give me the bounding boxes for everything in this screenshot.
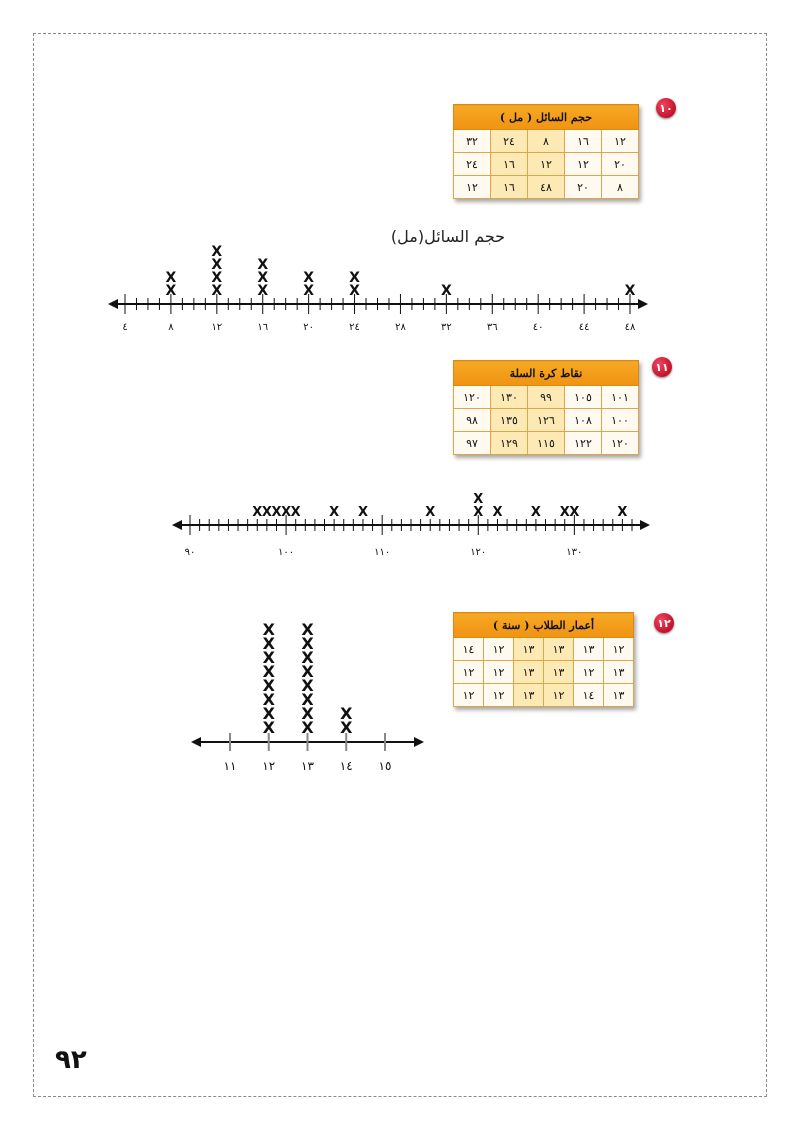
data-x-mark: X — [349, 283, 360, 299]
table-cell: ١٣ — [544, 638, 574, 661]
table-cell: ١٢ — [454, 176, 491, 199]
axis-arrow-right — [640, 520, 650, 530]
table-cell: ١٢٠ — [602, 432, 639, 455]
table-cell: ١٣٠ — [491, 386, 528, 409]
line-plot-2 — [191, 620, 424, 773]
data-x-mark: X — [290, 505, 301, 520]
table-cell: ١١٥ — [528, 432, 565, 455]
table-cell: ١٢٦ — [528, 409, 565, 432]
table-row — [454, 684, 634, 707]
axis-arrow-left — [191, 737, 201, 747]
axis-tick-label: ٤ — [122, 322, 128, 333]
table-cell: ١٢ — [484, 684, 514, 707]
data-x-mark: X — [340, 704, 353, 723]
data-x-mark: X — [257, 270, 269, 286]
axis-tick-label: ١٠٠ — [278, 547, 295, 558]
data-x-mark: X — [301, 704, 314, 723]
table-cell: ١٢ — [484, 661, 514, 684]
table-cell: ٣٢ — [454, 130, 491, 153]
table-cell: ١٤ — [574, 684, 604, 707]
data-x-mark: X — [617, 505, 628, 520]
data-x-mark: X — [211, 270, 223, 286]
axis-tick-label: ٨ — [168, 322, 174, 333]
axis-tick-label: ٣٢ — [440, 322, 452, 333]
table-cell: ١٣ — [604, 684, 634, 707]
axis-tick-label: ١٥ — [378, 759, 392, 773]
axis-tick-label: ٩٠ — [184, 547, 196, 558]
axis-tick-label: ١٤ — [339, 759, 353, 773]
data-x-mark: X — [301, 648, 314, 667]
line-plot-1 — [172, 492, 650, 558]
data-x-mark: X — [262, 634, 275, 653]
table-header: أعمار الطلاب ( سنة ) — [454, 613, 634, 638]
data-x-mark: X — [340, 718, 353, 737]
data-x-mark: X — [211, 244, 223, 260]
data-x-mark: X — [301, 662, 314, 681]
page-number: ٩٢ — [55, 1045, 87, 1075]
axis-tick-label: ١٢ — [211, 322, 223, 333]
data-x-mark: X — [473, 492, 484, 507]
data-x-mark: X — [349, 270, 360, 286]
data-x-mark: X — [252, 505, 263, 520]
data-x-mark: X — [559, 505, 570, 520]
data-x-mark: X — [262, 718, 275, 737]
data-x-mark: X — [425, 505, 436, 520]
axis-tick-label: ٤٨ — [624, 322, 636, 333]
axis-tick-label: ٤٠ — [532, 322, 544, 333]
table-cell: ١٢ — [574, 661, 604, 684]
table-header: نقاط كرة السلة — [454, 361, 639, 386]
table-cell: ٨ — [602, 176, 639, 199]
axis-tick-label: ٤٤ — [578, 322, 590, 333]
table-cell: ١٦ — [491, 176, 528, 199]
data-x-mark: X — [492, 505, 503, 520]
table-cell: ١٣٥ — [491, 409, 528, 432]
table-cell: ١٢ — [528, 153, 565, 176]
table-cell: ١٣ — [514, 684, 544, 707]
data-x-mark: X — [165, 270, 177, 286]
problem-10-badge: ١٠ — [656, 98, 676, 118]
data-x-mark: X — [262, 620, 275, 639]
table-cell: ٩٩ — [528, 386, 565, 409]
axis-tick-label: ١١٠ — [374, 547, 391, 558]
plot-title: حجم السائل(مل) — [390, 227, 506, 246]
table-cell: ٩٨ — [454, 409, 491, 432]
table-cell: ١٣ — [604, 661, 634, 684]
table-header: حجم السائل ( مل ) — [454, 105, 639, 130]
table-cell: ١٣ — [514, 638, 544, 661]
problem-12-badge: ١٢ — [654, 613, 674, 633]
table-cell: ٢٠ — [602, 153, 639, 176]
table-cell: ١٢٢ — [565, 432, 602, 455]
table-row — [454, 661, 634, 684]
data-x-mark: X — [271, 505, 282, 520]
table-cell: ١٢٩ — [491, 432, 528, 455]
basketball-points-table — [453, 360, 639, 455]
table-cell: ١٠١ — [602, 386, 639, 409]
table-cell: ١٣ — [574, 638, 604, 661]
data-x-mark: X — [301, 676, 314, 695]
axis-arrow-left — [108, 299, 118, 309]
table-cell: ١٦ — [565, 130, 602, 153]
data-x-mark: X — [303, 270, 315, 286]
table-cell: ١٢ — [544, 684, 574, 707]
data-x-mark: X — [257, 257, 269, 273]
data-x-mark: X — [262, 704, 275, 723]
table-row — [454, 432, 639, 455]
axis-tick-label: ٢٤ — [349, 322, 360, 333]
table-cell: ١٠٠ — [602, 409, 639, 432]
data-x-mark: X — [303, 283, 315, 299]
table-cell: ١٤ — [454, 638, 484, 661]
data-x-mark: X — [530, 505, 541, 520]
data-x-mark: X — [211, 283, 223, 299]
table-cell: ١٠٥ — [565, 386, 602, 409]
table-row — [454, 638, 634, 661]
axis-tick-label: ٢٠ — [303, 322, 315, 333]
axis-tick-label: ٢٨ — [395, 322, 406, 333]
table-cell: ١٢٠ — [454, 386, 491, 409]
data-x-mark: X — [301, 690, 314, 709]
axis-arrow-right — [638, 299, 648, 309]
axis-arrow-right — [414, 737, 424, 747]
data-x-mark: X — [262, 662, 275, 681]
data-x-mark: X — [624, 283, 636, 299]
data-x-mark: X — [357, 505, 368, 520]
data-x-mark: X — [301, 620, 314, 639]
data-x-mark: X — [569, 505, 580, 520]
data-x-mark: X — [301, 718, 314, 737]
axis-tick-label: ١١ — [223, 759, 237, 773]
axis-tick-label: ١٣٠ — [566, 547, 583, 558]
table-cell: ٤٨ — [528, 176, 565, 199]
table-cell: ١٣ — [514, 661, 544, 684]
table-cell: ٢٤ — [454, 153, 491, 176]
axis-tick-label: ١٦ — [257, 322, 269, 333]
axis-tick-label: ١٢ — [262, 759, 276, 773]
data-x-mark: X — [473, 505, 484, 520]
data-x-mark: X — [262, 676, 275, 695]
table-cell: ١٦ — [491, 153, 528, 176]
data-x-mark: X — [261, 505, 272, 520]
data-x-mark: X — [329, 505, 340, 520]
table-cell: ١٢ — [454, 661, 484, 684]
line-plot-0 — [108, 227, 648, 333]
table-cell: ١٢ — [604, 638, 634, 661]
table-row — [454, 386, 639, 409]
data-x-mark: X — [165, 283, 177, 299]
data-x-mark: X — [281, 505, 292, 520]
data-x-mark: X — [262, 648, 275, 667]
data-x-mark: X — [262, 690, 275, 709]
table-cell: ٩٧ — [454, 432, 491, 455]
axis-tick-label: ١٣ — [301, 759, 314, 773]
table-cell: ١٣ — [544, 661, 574, 684]
data-x-mark: X — [301, 634, 314, 653]
table-cell: ١٢ — [454, 684, 484, 707]
axis-arrow-left — [172, 520, 182, 530]
data-x-mark: X — [257, 283, 269, 299]
table-cell: ١٢ — [602, 130, 639, 153]
table-cell: ٢٤ — [491, 130, 528, 153]
data-x-mark: X — [211, 257, 223, 273]
table-cell: ١٢ — [484, 638, 514, 661]
table-row — [454, 409, 639, 432]
table-cell: ٨ — [528, 130, 565, 153]
student-ages-table — [453, 612, 634, 707]
axis-tick-label: ٣٦ — [486, 322, 498, 333]
table-cell: ١٠٨ — [565, 409, 602, 432]
data-x-mark: X — [440, 283, 452, 299]
axis-tick-label: ١٢٠ — [470, 547, 487, 558]
table-cell: ٢٠ — [565, 176, 602, 199]
problem-11-badge: ١١ — [652, 357, 672, 377]
table-cell: ١٢ — [565, 153, 602, 176]
